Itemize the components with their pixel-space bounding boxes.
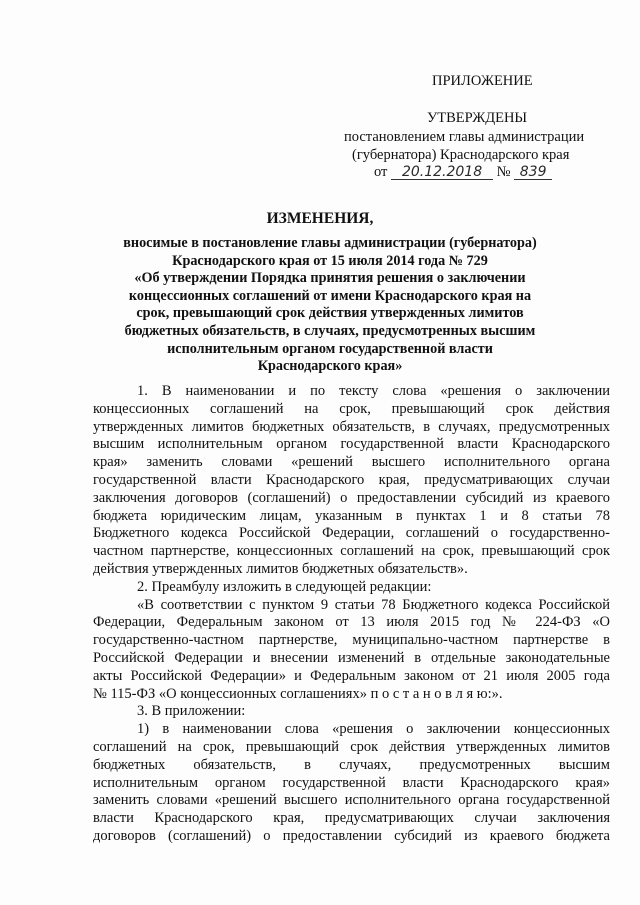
body-line: «В соответствии с пунктом 9 статьи 78 Бюджетного кодекса Российской bbox=[137, 596, 610, 613]
body-line: высшим исполнительным органом государственной власти Краснодарского bbox=[93, 436, 610, 453]
subtitle-line: исполнительным органом государственной власти bbox=[167, 340, 493, 357]
body-line: Бюджетного кодекса Российской Федерации, соглашений о государственно- bbox=[93, 525, 610, 542]
body-line: частном партнерстве, концессионных соглашений на срок, превышающий срок bbox=[93, 543, 610, 560]
body-line: № 115-ФЗ «О концессионных соглашениях» п о с т а н о в л я ю:». bbox=[93, 685, 503, 702]
subtitle-line: концессионных соглашений от имени Краснодарского края на bbox=[128, 287, 532, 304]
body-line: соглашений на срок, превышающий срок действия утвержденных лимитов bbox=[93, 738, 610, 755]
body-line: договоров (соглашений) о предоставлении субсидий из краевого бюджета bbox=[93, 827, 610, 844]
body-line: 1. В наименовании и по тексту слова «решения о заключении bbox=[137, 383, 610, 399]
subtitle-line: бюджетных обязательств, в случаях, предусмотренных высшим bbox=[124, 322, 536, 339]
document-subtitle bbox=[110, 235, 550, 376]
body-line: акты Российской Федерации» и Федеральным законом от 21 июля 2005 года bbox=[93, 667, 610, 684]
body-line: 1) в наименовании слова «решения о заключении концессионных bbox=[137, 721, 610, 738]
body-line: утвержденных лимитов бюджетных обязательств, в случаях, предусмотренных bbox=[93, 418, 610, 435]
body-line: государственной власти Краснодарского края, предусматривающих случаи bbox=[93, 471, 610, 488]
body-line: исполнительным органом государственной власти Краснодарского края» bbox=[93, 774, 610, 791]
appendix-label: ПРИЛОЖЕНИЕ bbox=[432, 73, 533, 89]
subtitle-line: Краснодарского края» bbox=[257, 358, 403, 375]
document-body bbox=[93, 383, 610, 846]
number-prefix: № bbox=[496, 164, 511, 180]
handwritten-date: 20.12.2018 bbox=[391, 165, 493, 180]
decree-line-2: (губернатора) Краснодарского края bbox=[352, 147, 570, 163]
body-line: концессионных соглашений на срок, превышающий срок действия bbox=[93, 400, 610, 417]
body-line: государственно-частном партнерстве, муниципально-частном партнерстве в bbox=[93, 632, 610, 649]
subtitle-line: «Об утверждении Порядка принятия решения о заключении bbox=[134, 270, 526, 287]
subtitle-line: Краснодарского края от 15 июля 2014 года № 729 bbox=[172, 252, 488, 269]
body-line: 2. Преамбулу изложить в следующей редакции: bbox=[137, 578, 432, 595]
body-line: действия утвержденных лимитов бюджетных обязательств». bbox=[93, 560, 468, 577]
approved-label: УТВЕРЖДЕНЫ bbox=[427, 110, 528, 126]
body-line: бюджетных обязательств, в случаях, предусмотренных высшим bbox=[93, 756, 610, 773]
subtitle-line: срок, превышающий срок действия утвержденных лимитов bbox=[136, 305, 524, 322]
decree-line-1: постановлением главы администрации bbox=[344, 129, 585, 145]
body-line: заключения договоров (соглашений) о предоставлении субсидий из краевого bbox=[93, 489, 610, 506]
decree-date-line bbox=[374, 164, 552, 181]
body-line: бюджета юридическим лицам, указанным в пунктах 1 и 8 статьи 78 bbox=[93, 507, 610, 524]
date-prefix: от bbox=[374, 164, 388, 180]
document-title: ИЗМЕНЕНИЯ, bbox=[266, 210, 374, 227]
body-line: заменить словами «решений высшего исполнительного органа государственной bbox=[93, 792, 610, 809]
body-line: Российской Федерации и внесении изменений в отдельные законодательные bbox=[93, 649, 610, 666]
body-line: 3. В приложении: bbox=[137, 703, 246, 720]
subtitle-line: вносимые в постановление главы администрации (губернатора) bbox=[123, 235, 537, 251]
body-line: края» заменить словами «решений высшего исполнительного органа bbox=[93, 454, 610, 471]
body-line: власти Краснодарского края, предусматривающих случаи заключения bbox=[93, 810, 610, 827]
body-line: Федерации, Федеральным законом от 13 июля 2015 год № 224-ФЗ «О bbox=[93, 614, 610, 631]
handwritten-number: 839 bbox=[514, 165, 552, 180]
